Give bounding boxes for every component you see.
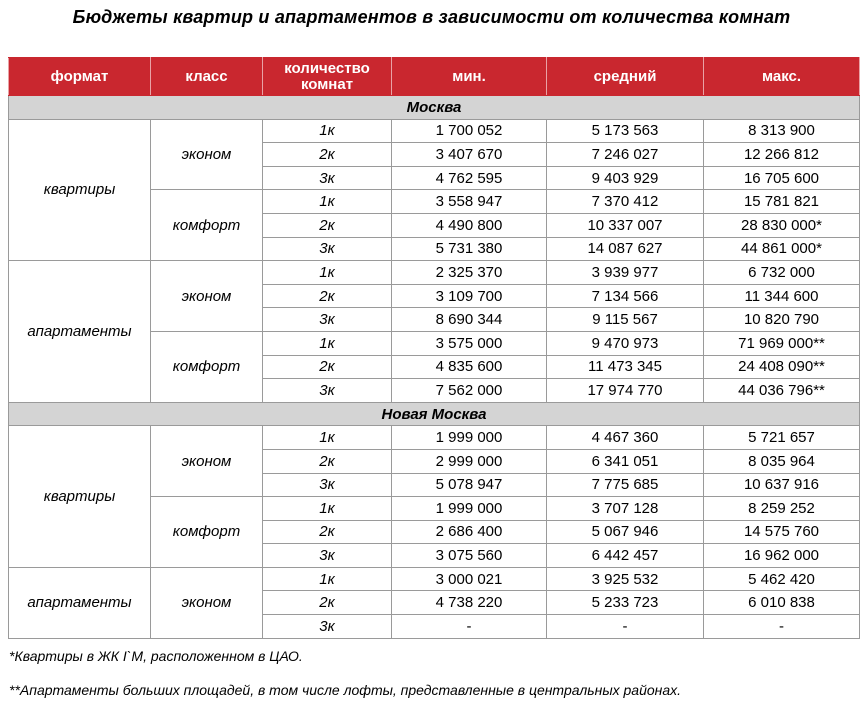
min-price-cell: 5 078 947 xyxy=(392,473,547,497)
avg-price-cell: 7 134 566 xyxy=(547,284,704,308)
min-price-cell: 4 762 595 xyxy=(392,166,547,190)
rooms-cell: 3к xyxy=(263,379,392,403)
class-cell: эконом xyxy=(151,261,263,332)
rooms-cell: 3к xyxy=(263,615,392,639)
avg-price-cell: 11 473 345 xyxy=(547,355,704,379)
header-label: макс. xyxy=(761,67,802,85)
rooms-cell: 2к xyxy=(263,520,392,544)
region-row xyxy=(9,96,860,120)
avg-price-cell: 5 067 946 xyxy=(547,520,704,544)
max-price-cell: 71 969 000** xyxy=(704,331,860,355)
page-title: Бюджеты квартир и апартаментов в зависимости от количества комнат xyxy=(72,7,791,27)
header-cell xyxy=(263,58,392,96)
rooms-cell: 3к xyxy=(263,237,392,261)
avg-price-cell: 5 233 723 xyxy=(547,591,704,615)
header-label: класс xyxy=(185,67,228,85)
region-row xyxy=(9,402,860,426)
max-price-cell: 6 010 838 xyxy=(704,591,860,615)
avg-price-cell: 5 173 563 xyxy=(547,119,704,143)
header-cell xyxy=(704,58,860,96)
format-cell: апартаменты xyxy=(9,567,151,638)
min-price-cell: 3 558 947 xyxy=(392,190,547,214)
max-price-cell: 44 861 000* xyxy=(704,237,860,261)
min-price-cell: 2 325 370 xyxy=(392,261,547,285)
avg-price-cell: 6 442 457 xyxy=(547,544,704,568)
header-label: формат xyxy=(50,67,109,85)
min-price-cell: 3 000 021 xyxy=(392,567,547,591)
min-price-cell: 4 490 800 xyxy=(392,213,547,237)
avg-price-cell: 7 246 027 xyxy=(547,143,704,167)
min-price-cell: 4 835 600 xyxy=(392,355,547,379)
table-row xyxy=(9,426,860,450)
avg-price-cell: 10 337 007 xyxy=(547,213,704,237)
avg-price-cell: 7 775 685 xyxy=(547,473,704,497)
max-price-cell: 14 575 760 xyxy=(704,520,860,544)
min-price-cell: 8 690 344 xyxy=(392,308,547,332)
max-price-cell: 28 830 000* xyxy=(704,213,860,237)
rooms-cell: 3к xyxy=(263,166,392,190)
avg-price-cell: 3 707 128 xyxy=(547,497,704,521)
min-price-cell: 2 686 400 xyxy=(392,520,547,544)
min-price-cell: 3 109 700 xyxy=(392,284,547,308)
header-cell xyxy=(547,58,704,96)
class-cell: комфорт xyxy=(151,190,263,261)
class-cell: эконом xyxy=(151,426,263,497)
max-price-cell: 5 462 420 xyxy=(704,567,860,591)
header-row xyxy=(9,58,860,96)
max-price-cell: 16 705 600 xyxy=(704,166,860,190)
header-label: количество xyxy=(284,59,370,77)
table-row xyxy=(9,567,860,591)
min-price-cell: 2 999 000 xyxy=(392,449,547,473)
rooms-cell: 1к xyxy=(263,426,392,450)
rooms-cell: 2к xyxy=(263,143,392,167)
max-price-cell: 11 344 600 xyxy=(704,284,860,308)
table-row xyxy=(9,261,860,285)
max-price-cell: 10 820 790 xyxy=(704,308,860,332)
max-price-cell: - xyxy=(704,615,860,639)
rooms-cell: 3к xyxy=(263,473,392,497)
footnote-2: **Апартаменты больших площадей, в том числе лофты, представленные в центральных районах. xyxy=(9,682,682,698)
format-cell: квартиры xyxy=(9,426,151,568)
max-price-cell: 8 035 964 xyxy=(704,449,860,473)
table-header xyxy=(9,58,860,96)
class-cell: комфорт xyxy=(151,331,263,402)
max-price-cell: 8 313 900 xyxy=(704,119,860,143)
rooms-cell: 1к xyxy=(263,567,392,591)
max-price-cell: 8 259 252 xyxy=(704,497,860,521)
min-price-cell: 3 575 000 xyxy=(392,331,547,355)
min-price-cell: 3 407 670 xyxy=(392,143,547,167)
class-cell: комфорт xyxy=(151,497,263,568)
header-label: мин. xyxy=(452,67,486,85)
header-cell xyxy=(151,58,263,96)
rooms-cell: 2к xyxy=(263,284,392,308)
rooms-cell: 3к xyxy=(263,308,392,332)
rooms-cell: 3к xyxy=(263,544,392,568)
rooms-cell: 1к xyxy=(263,119,392,143)
avg-price-cell: 7 370 412 xyxy=(547,190,704,214)
avg-price-cell: 4 467 360 xyxy=(547,426,704,450)
max-price-cell: 44 036 796** xyxy=(704,379,860,403)
rooms-cell: 2к xyxy=(263,355,392,379)
header-label: комнат xyxy=(300,75,354,93)
avg-price-cell: 3 939 977 xyxy=(547,261,704,285)
rooms-cell: 2к xyxy=(263,213,392,237)
rooms-cell: 2к xyxy=(263,591,392,615)
avg-price-cell: 14 087 627 xyxy=(547,237,704,261)
avg-price-cell: - xyxy=(547,615,704,639)
min-price-cell: 5 731 380 xyxy=(392,237,547,261)
avg-price-cell: 9 115 567 xyxy=(547,308,704,332)
min-price-cell: - xyxy=(392,615,547,639)
rooms-cell: 1к xyxy=(263,261,392,285)
region-name: Москва xyxy=(9,96,860,120)
max-price-cell: 24 408 090** xyxy=(704,355,860,379)
max-price-cell: 10 637 916 xyxy=(704,473,860,497)
region-name: Новая Москва xyxy=(9,402,860,426)
min-price-cell: 1 700 052 xyxy=(392,119,547,143)
min-price-cell: 1 999 000 xyxy=(392,426,547,450)
footnote-1: *Квартиры в ЖК І`М, расположенном в ЦАО. xyxy=(9,648,303,664)
max-price-cell: 6 732 000 xyxy=(704,261,860,285)
min-price-cell: 7 562 000 xyxy=(392,379,547,403)
min-price-cell: 1 999 000 xyxy=(392,497,547,521)
max-price-cell: 16 962 000 xyxy=(704,544,860,568)
min-price-cell: 3 075 560 xyxy=(392,544,547,568)
header-cell xyxy=(392,58,547,96)
rooms-cell: 1к xyxy=(263,331,392,355)
avg-price-cell: 17 974 770 xyxy=(547,379,704,403)
format-cell: квартиры xyxy=(9,119,151,261)
rooms-cell: 2к xyxy=(263,449,392,473)
rooms-cell: 1к xyxy=(263,190,392,214)
avg-price-cell: 3 925 532 xyxy=(547,567,704,591)
header-cell xyxy=(9,58,151,96)
avg-price-cell: 9 470 973 xyxy=(547,331,704,355)
rooms-cell: 1к xyxy=(263,497,392,521)
max-price-cell: 5 721 657 xyxy=(704,426,860,450)
min-price-cell: 4 738 220 xyxy=(392,591,547,615)
format-cell: апартаменты xyxy=(9,261,151,403)
table-body xyxy=(9,96,860,639)
class-cell: эконом xyxy=(151,119,263,190)
max-price-cell: 12 266 812 xyxy=(704,143,860,167)
header-label: средний xyxy=(593,67,657,85)
class-cell: эконом xyxy=(151,567,263,638)
budget-table xyxy=(8,57,860,639)
max-price-cell: 15 781 821 xyxy=(704,190,860,214)
avg-price-cell: 9 403 929 xyxy=(547,166,704,190)
avg-price-cell: 6 341 051 xyxy=(547,449,704,473)
table-row xyxy=(9,119,860,143)
